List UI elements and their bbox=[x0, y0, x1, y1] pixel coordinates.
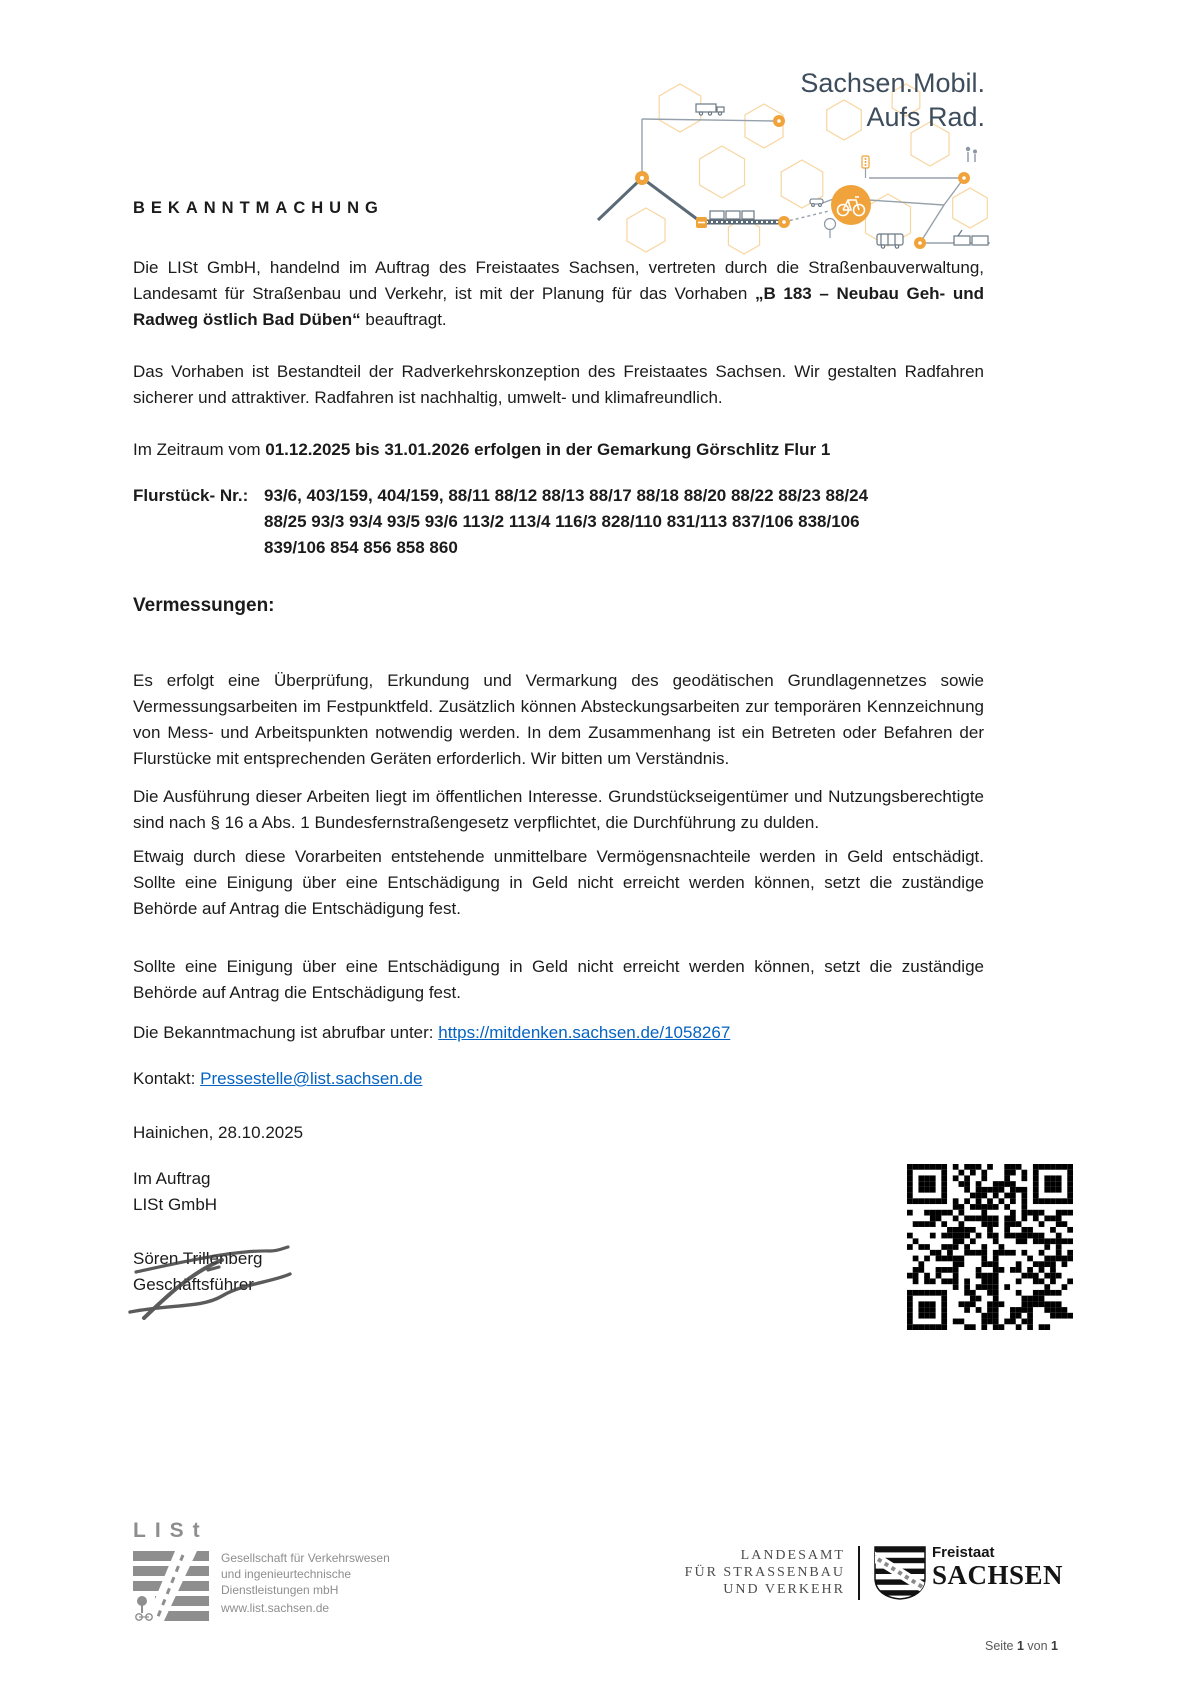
pedestrian-icon bbox=[967, 148, 977, 163]
contact-email-link[interactable]: Pressestelle@list.sachsen.de bbox=[200, 1069, 423, 1088]
route-lines bbox=[642, 119, 990, 243]
brand-wordmark bbox=[800, 66, 985, 134]
parcel-line: 88/25 93/3 93/4 93/5 93/6 113/2 113/4 116/3 828/110 831/113 837/106 838/106 bbox=[264, 512, 860, 531]
saxony-coat-of-arms bbox=[874, 1546, 926, 1600]
sign-company: LISt GmbH bbox=[133, 1195, 218, 1214]
list-desc-line: und ingenieurtechnische bbox=[221, 1567, 352, 1581]
announcement-link-line bbox=[133, 1020, 984, 1046]
intro-suffix: beauftragt. bbox=[360, 310, 447, 329]
paragraph-concept: Das Vorhaben ist Bestandteil der Radverkehrskonzeption des Freistaates Sachsen. Wir gestalten Radfahren sicherer und attraktiver. Radfahren ist nachhaltig, umwelt- und klimafreundlich. bbox=[133, 362, 984, 407]
sachsen-label: SACHSEN bbox=[932, 1560, 1064, 1590]
page-number-total: 1 bbox=[1051, 1639, 1058, 1653]
paragraph-settlement: Sollte eine Einigung über eine Entschädigung in Geld nicht erreicht werden können, setzt die zuständige Behörde auf Antrag die Entschädigung fest. bbox=[133, 957, 984, 1002]
paragraph-legal: Die Ausführung dieser Arbeiten liegt im öffentlichen Interesse. Grundstückseigentümer und Nutzungsberechtigte sind nach § 16 a Abs. 1 Bundesfernstraßengesetz verpflichtet, die Durchführung zu dulden. bbox=[133, 787, 984, 832]
qr-code bbox=[907, 1164, 1073, 1330]
list-logo-text: LISt bbox=[133, 1519, 209, 1542]
list-desc-line: Dienstleistungen mbH bbox=[221, 1583, 339, 1597]
freistaat-sachsen-wordmark bbox=[932, 1544, 1063, 1589]
announcement-link[interactable]: https://mitdenken.sachsen.de/1058267 bbox=[438, 1023, 731, 1042]
list-logo bbox=[133, 1551, 209, 1623]
paragraph-compensation: Etwaig durch diese Vorarbeiten entstehende unmittelbare Vermögensnachteile werden in Geld entschädigt. Sollte eine Einigung über eine Entschädigung in Geld nicht erreicht werden können, setzt die zuständige Behörde auf Antrag die Entschädigung fest. bbox=[133, 847, 984, 918]
traffic-light-icon bbox=[862, 156, 869, 178]
paragraph-intro bbox=[133, 255, 984, 333]
lasuv-line: UND VERKEHR bbox=[723, 1582, 845, 1597]
link-prefix: Die Bekanntmachung ist abrufbar unter: bbox=[133, 1023, 439, 1042]
truck-icon bbox=[696, 104, 724, 115]
lasuv-wordmark bbox=[600, 1547, 845, 1598]
train-icon bbox=[710, 211, 754, 219]
sign-name: Sören Trillenberg bbox=[133, 1249, 263, 1268]
sign-role: Geschäftsführer bbox=[133, 1275, 254, 1294]
place-date: Hainichen, 28.10.2025 bbox=[133, 1123, 304, 1142]
page-title: BEKANNTMACHUNG bbox=[133, 199, 384, 217]
network-nodes bbox=[635, 115, 970, 249]
bicycle-icon bbox=[831, 185, 871, 225]
car-icon bbox=[810, 199, 823, 206]
timeframe-prefix: Im Zeitraum vom bbox=[133, 440, 266, 459]
paragraph-timeframe bbox=[133, 437, 984, 463]
list-website: www.list.sachsen.de bbox=[221, 1601, 330, 1615]
freistaat-label: Freistaat bbox=[932, 1544, 995, 1561]
lasuv-line: LANDESAMT bbox=[740, 1548, 845, 1563]
bus-icon bbox=[877, 234, 903, 248]
page-number-current: 1 bbox=[1016, 1639, 1024, 1653]
paragraph-survey: Es erfolgt eine Überprüfung, Erkundung und Vermarkung des geodätischen Grundlagennetzes sowie Vermessungsarbeiten im Festpunktfeld. Zusätzlich können Absteckungsarbeiten zur temporären Kennzeichnung von Mess- und Arbeitspunkten notwendig werden. In dem Zusammenhang ist ein Betreten oder Befahren der Flurstücke mit entsprechenden Geräten erforderlich. Wir bitten um Verständnis. bbox=[133, 671, 984, 768]
list-desc-line: Gesellschaft für Verkehrswesen bbox=[221, 1551, 390, 1565]
intro-text: Die LISt GmbH, handelnd im Auftrag des Freistaates Sachsen, vertreten durch die Straßenbauverwaltung, Landesamt für Straßenbau und Verkehr, ist mit der Planung für das Vorhaben bbox=[133, 258, 984, 303]
parcel-line: 839/106 854 856 858 860 bbox=[264, 538, 458, 557]
signature-block bbox=[133, 1166, 984, 1298]
footer-divider bbox=[858, 1546, 860, 1600]
main-route-lines bbox=[598, 178, 701, 222]
contact-prefix: Kontakt: bbox=[133, 1069, 201, 1088]
list-description bbox=[221, 1550, 390, 1598]
parcel-values bbox=[264, 483, 984, 561]
page-number-prefix: Seite bbox=[985, 1639, 1017, 1653]
lasuv-line: FÜR STRASSENBAU bbox=[684, 1565, 845, 1580]
tree-icon bbox=[825, 219, 836, 239]
parcel-numbers bbox=[133, 483, 984, 561]
sign-on-behalf: Im Auftrag bbox=[133, 1169, 211, 1188]
project-name: „B 183 – Neubau Geh- und Radweg östlich Bad Düben“ bbox=[133, 284, 984, 329]
parcel-label: Flurstück- Nr.: bbox=[133, 486, 249, 505]
brand-line2: Aufs Rad. bbox=[866, 102, 985, 132]
document-body bbox=[133, 197, 984, 1298]
page-number bbox=[985, 1639, 1058, 1653]
brand-line1: Sachsen.Mobil. bbox=[800, 68, 985, 98]
contact-line bbox=[133, 1066, 984, 1092]
page-number-mid: von bbox=[1023, 1639, 1052, 1653]
timeframe-dates: 01.12.2025 bis 31.01.2026 erfolgen in der Gemarkung Görschlitz Flur 1 bbox=[265, 440, 831, 459]
parcel-line: 93/6, 403/159, 404/159, 88/11 88/12 88/13 88/17 88/18 88/20 88/22 88/23 88/24 bbox=[264, 486, 869, 505]
section-heading-vermessungen: Vermessungen: bbox=[133, 595, 275, 616]
